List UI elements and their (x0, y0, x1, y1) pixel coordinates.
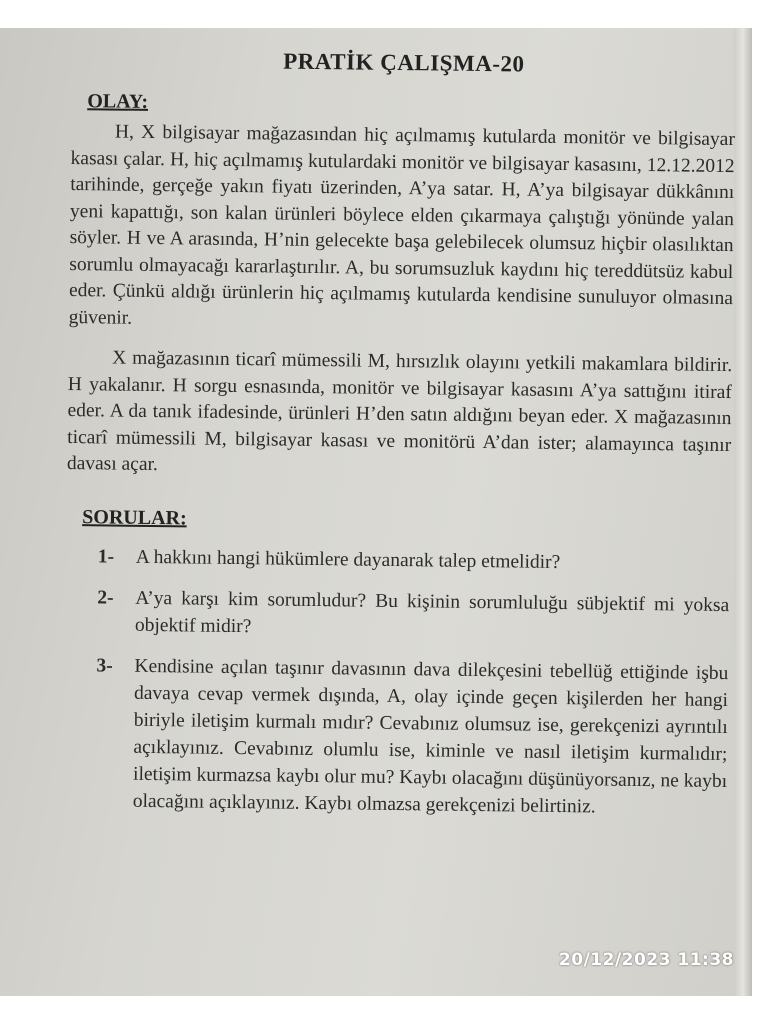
page-title: PRATİK ÇALIŞMA-20 (283, 48, 525, 77)
question-item (65, 583, 730, 645)
question-text: A hakkını hangi hükümlere dayanarak talep etmelidir? (135, 546, 561, 573)
photo-timestamp: 20/12/2023 11:38 (558, 950, 734, 970)
question-number: 3- (96, 654, 113, 677)
olay-paragraph-1: H, X bilgisayar mağazasından hiç açılmamış kutularda monitör ve bilgisayar kasası çalar. H, hiç açılmamış kutulardaki monitör ve bilgisayar kasasını, 12.12.2012 tarihinde, gerçeğe yakın fiyatı üzerinden, A’ya satar. H, A’ya bilgisayar dükkânını yeni kapattığı, son kalan ürünleri böylece elden çıkarmaya çalıştığı yönünde yalan söyler. H ve A arasında, H’nin gelecekte başa gelebilecek olumsuz hiçbir olasılıktan sorumlu olmayacağı kararlaştırılır. A, bu sorumsuzluk kaydını hiç tereddütsüz kabul eder. Çünkü aldığı ürünlerin hiç açılmamış kutularda kendisine sunuluyor olmasına güvenir. (68, 121, 736, 329)
question-item (63, 651, 729, 821)
book-page (0, 28, 752, 996)
question-item (66, 542, 730, 577)
olay-heading: OLAY: (87, 90, 149, 113)
questions-list (63, 542, 730, 821)
question-text: Kendisine açılan taşınır davasının dava dilekçesini tebellüğ ettiğinde işbu davaya cevap vermek dışında, A, olay içinde geçen kişilerden her hangi biriyle iletişim kurmalı mıdır? Cevabınız olumsuz ise, gerekçenizi ayrıntılı açıklayınız. Cevabınız olumlu ise, kiminle ve nasıl iletişim kurmalıdır; iletişim kurmazsa kaybı olur mu? Kaybı olacağını düşünüyorsanız, ne kaybı olacağını açıklayınız. Kaybı olmazsa gerekçenizi belirtiniz. (132, 655, 729, 817)
question-number: 2- (97, 586, 114, 609)
sorular-heading: SORULAR: (82, 505, 187, 529)
page-edge (734, 28, 752, 996)
question-number: 1- (97, 545, 115, 568)
question-text: A’ya karşı kim sorumludur? Bu kişinin sorumluluğu sübjektif mi yoksa objektif midir? (134, 587, 730, 637)
olay-paragraph-2: X mağazasının ticarî mümessili M, hırsızlık olayını yetkili makamlara bildirir. H yakalanır. H sorgu esnasında, monitör ve bilgisayar kasasını A’ya sattığını itiraf eder. A da tanık ifadesinde, ürünleri H’den satın aldığını beyan eder. X mağazasının ticarî mümessili M, bilgisayar kasası ve monitörü A’dan ister; alamayınca taşınır davası açar. (66, 347, 733, 476)
page-content (62, 46, 735, 836)
